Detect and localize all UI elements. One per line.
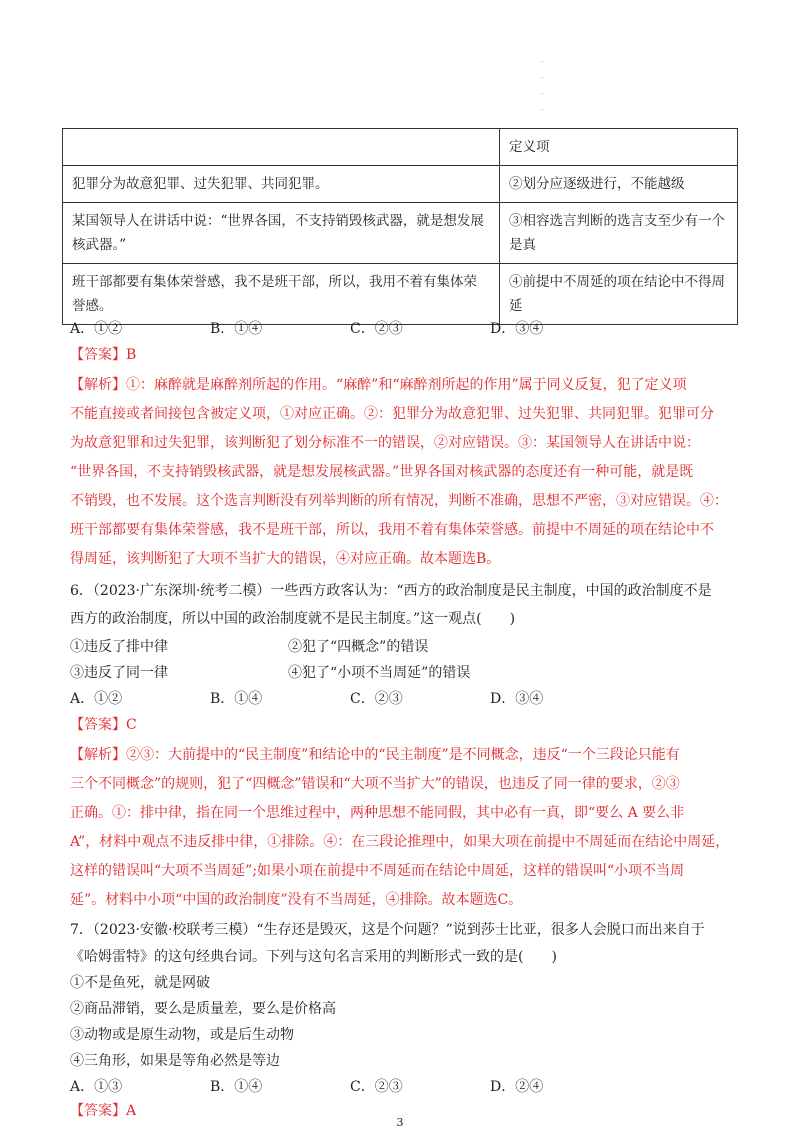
q6-analysis-line: 正确。①：排中律，指在同一个思维过程中，两种思想不能同假，其中必有一真，即“要么 A 要么非 — [70, 805, 685, 821]
q6-analysis-line: 三个不同概念”的规则，犯了“四概念”错误和“大项不当扩大”的错误，也违反了同一律的要求，②③ — [70, 776, 680, 792]
q6-analysis-line: A”，材料中观点不违反排中律，①排除。④：在三段论推理中，如果大项在前提中不周延而在结论中周延， — [70, 834, 730, 850]
q5-analysis-line: 不销毁，也不发展。这个选言判断没有列举判断的所有情况，判断不准确，思想不严密，③对应错误。④： — [70, 493, 728, 509]
table-cell: 犯罪分为故意犯罪、过失犯罪、共同犯罪。 — [63, 166, 500, 203]
page-number: 3 — [396, 1116, 404, 1129]
table-cell: ③相容选言判断的选言支至少有一个是真 — [500, 203, 738, 264]
choice-c: C．②③ — [350, 321, 403, 337]
choice-a: A．①③ — [70, 1079, 123, 1095]
q5-analysis-line: 为故意犯罪和过失犯罪，该判断犯了划分标准不一的错误，②对应错误。③：某国领导人在讲话中说： — [70, 435, 700, 451]
table-row — [63, 264, 738, 325]
choice-c: C．②③ — [350, 691, 403, 707]
q7-option: ①不是鱼死，就是网破 — [70, 975, 210, 991]
option-item: ③违反了同一律 — [70, 665, 168, 681]
q6-answer: 【答案】C — [70, 717, 137, 733]
q6-analysis-line: 【解析】②③：大前提中的“民主制度”和结论中的“民主制度”是不同概念，违反“一个三段论只能有 — [70, 747, 680, 763]
q6-analysis-line: 这样的错误叫“大项不当周延”;如果小项在前提中不周延而在结论中周延，这样的错误叫“小项不当周 — [70, 863, 685, 879]
choice-b: B．①④ — [210, 691, 263, 707]
q6-analysis-line: 延”。材料中小项“中国的政治制度”没有不当周延，④排除。故本题选C。 — [70, 892, 523, 908]
option-item: ②犯了“四概念”的错误 — [288, 639, 429, 655]
choice-c: C．②③ — [350, 1079, 403, 1095]
option-item: ①违反了排中律 — [70, 639, 168, 655]
table-row — [63, 166, 738, 203]
q5-analysis-line: “世界各国，不支持销毁核武器，就是想发展核武器。”世界各国对核武器的态度还有一种可能，就是既 — [70, 464, 694, 480]
q5-analysis-line: 【解析】①：麻醉就是麻醉剂所起的作用。“麻醉”和“麻醉剂所起的作用”属于同义反复，犯了定义项 — [70, 377, 687, 393]
q6-stem-line: 6．（2023·广东深圳·统考二模）一些西方政客认为：“西方的政治制度是民主制度，中国的政治制度不是 — [70, 583, 712, 599]
choice-a: A．①② — [70, 691, 123, 707]
table-row — [63, 129, 738, 166]
q7-option: ③动物或是原生动物，或是后生动物 — [70, 1027, 294, 1043]
q5-analysis-line: 得周延，该判断犯了大项不当扩大的错误，④对应正确。故本题选B。 — [70, 551, 501, 567]
choice-a: A．①② — [70, 321, 123, 337]
table-cell: 班干部都要有集体荣誉感，我不是班干部，所以，我用不着有集体荣誉感。 — [63, 264, 500, 325]
decorative-dots: . . . . — [541, 55, 544, 112]
choice-d: D．③④ — [490, 691, 544, 707]
table-cell — [63, 129, 500, 166]
q5-analysis-line: 班干部都要有集体荣誉感，我不是班干部，所以，我用不着有集体荣誉感。前提中不周延的项在结论中不 — [70, 522, 714, 538]
q7-stem-line: 《哈姆雷特》的这句经典台词。下列与这句名言采用的判断形式一致的是( ) — [70, 949, 557, 965]
q7-option: ②商品滞销，要么是质量差，要么是价格高 — [70, 1001, 336, 1017]
q6-stem-line: 西方的政治制度，所以中国的政治制度就不是民主制度。”这一观点( ) — [70, 611, 516, 627]
choice-b: B．①④ — [210, 1079, 263, 1095]
choice-d: D．③④ — [490, 321, 544, 337]
option-item: ④犯了“小项不当周延”的错误 — [288, 665, 471, 681]
table-cell: 某国领导人在讲话中说：“世界各国，不支持销毁核武器，就是想发展核武器。” — [63, 203, 500, 264]
q7-option: ④三角形，如果是等角必然是等边 — [70, 1053, 280, 1069]
q5-answer: 【答案】B — [70, 347, 137, 363]
table-cell: ②划分应逐级进行，不能越级 — [500, 166, 738, 203]
table-cell: 定义项 — [500, 129, 738, 166]
q5-analysis-line: 不能直接或者间接包含被定义项，①对应正确。②：犯罪分为故意犯罪、过失犯罪、共同犯罪。犯罪可分 — [70, 406, 714, 422]
choice-d: D．②④ — [490, 1079, 544, 1095]
q7-answer: 【答案】A — [70, 1103, 137, 1119]
choice-b: B．①④ — [210, 321, 263, 337]
table-cell: ④前提中不周延的项在结论中不得周延 — [500, 264, 738, 325]
table-row — [63, 203, 738, 264]
options-table — [62, 128, 738, 325]
q7-stem-line: 7．（2023·安徽·校联考三模）“生存还是毁灭，这是个问题？”说到莎士比亚，很多人会脱口而出来自于 — [70, 922, 705, 938]
